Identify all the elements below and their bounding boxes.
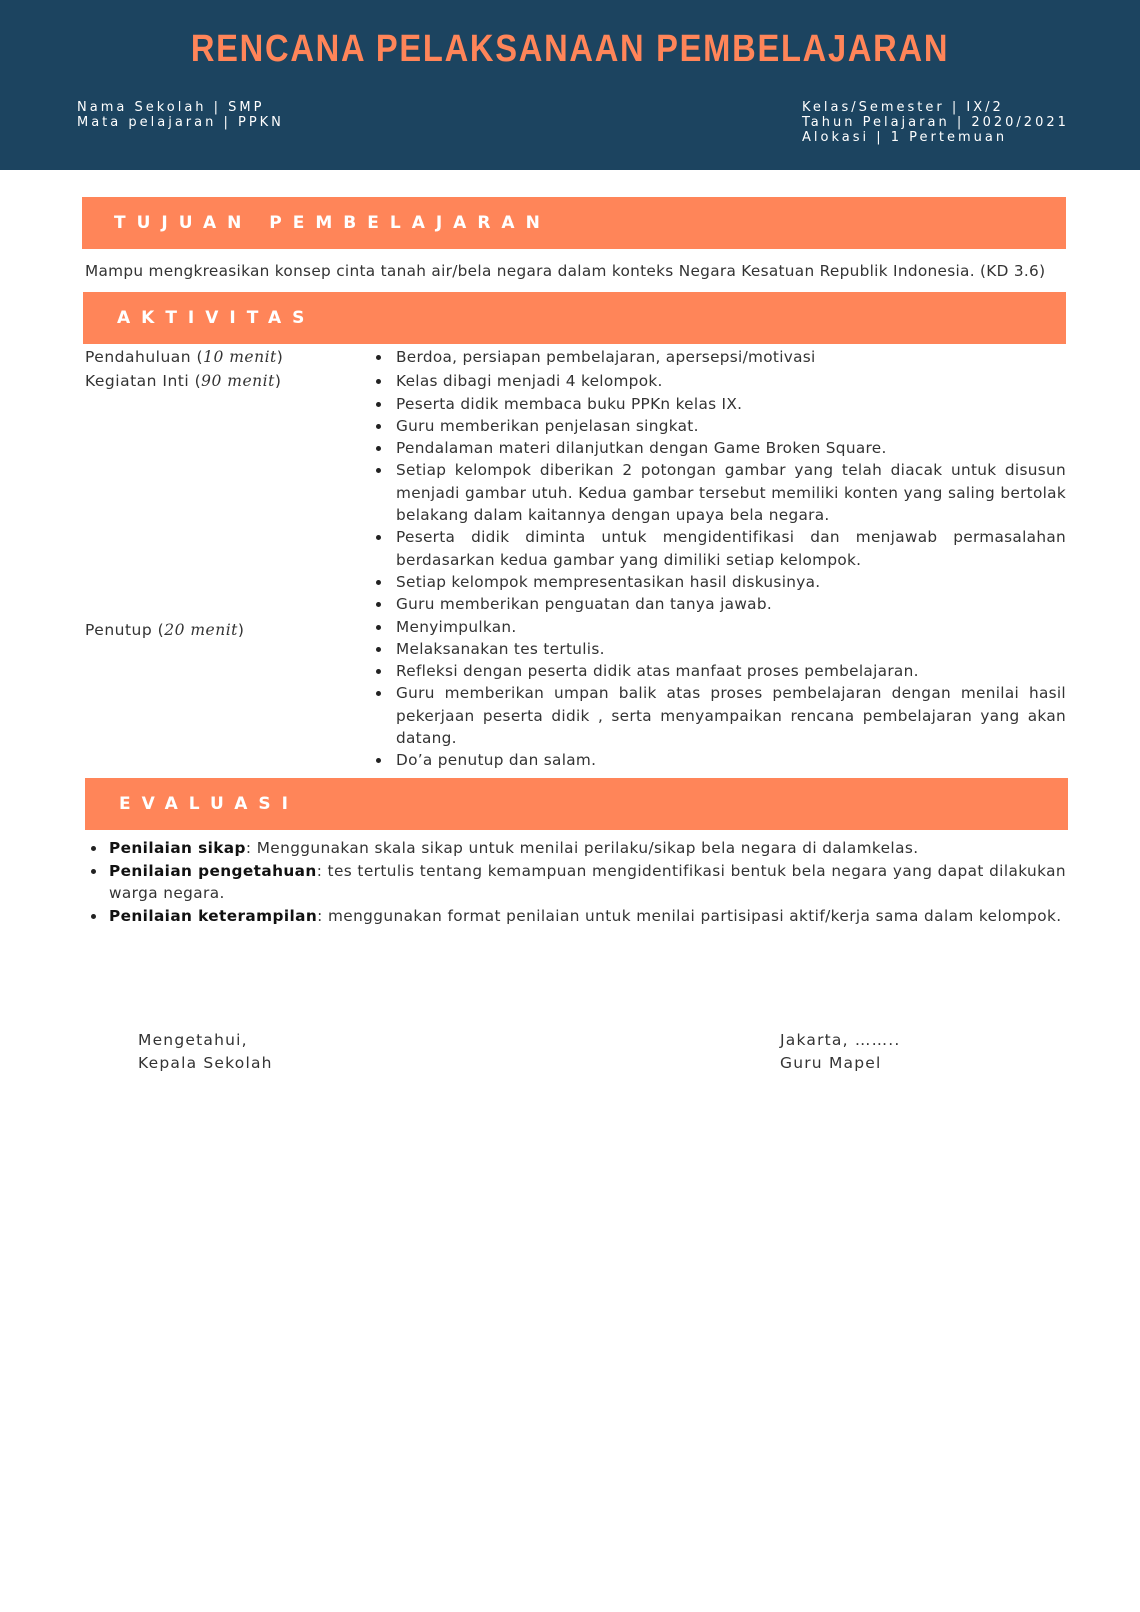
learning-objective: Mampu mengkreasikan konsep cinta tanah air/bela negara dalam konteks Negara Kesatuan Republik Indonesia. (KD 3.6) — [85, 262, 1046, 280]
evaluation-term: Penilaian sikap — [109, 839, 246, 857]
school-year: Tahun Pelajaran | 2020/2021 — [802, 115, 1069, 130]
time-allocation: Alokasi | 1 Pertemuan — [802, 130, 1008, 145]
section-heading-aktivitas: AKTIVITAS — [83, 292, 1066, 344]
evaluation-term: Penilaian pengetahuan — [109, 861, 317, 880]
activity-item: Guru memberikan penguatan dan tanya jawab. — [396, 593, 1066, 615]
evaluation-term: Penilaian keterampilan — [109, 906, 318, 925]
document-title: RENCANA PELAKSANAAN PEMBELAJARAN — [190, 28, 950, 70]
school-name: Nama Sekolah | SMP — [77, 100, 265, 115]
class-info — [802, 100, 1069, 145]
activity-item: Setiap kelompok mempresentasikan hasil diskusinya. — [396, 571, 1066, 593]
header-banner — [0, 0, 1140, 170]
signature-principal: Mengetahui, Kepala Sekolah — [138, 1031, 273, 1072]
class-semester: Kelas/Semester | IX/2 — [802, 100, 1004, 115]
evaluation-item: Penilaian pengetahuan: tes tertulis tentang kemampuan mengidentifikasi bentuk bela negara yang dapat dilakukan warga negara. — [109, 860, 1066, 905]
phase-kegiatan-inti: Kegiatan Inti (90 menit) — [85, 372, 282, 390]
activity-item: Peserta didik diminta untuk mengidentifikasi dan menjawab permasalahan berdasarkan kedua gambar yang dimiliki setiap kelompok. — [396, 526, 1066, 571]
activity-item: Kelas dibagi menjadi 4 kelompok. — [396, 370, 1066, 392]
activity-list — [396, 346, 1066, 772]
evaluation-item: Penilaian keterampilan: menggunakan format penilaian untuk menilai partisipasi aktif/kerja sama dalam kelompok. — [109, 905, 1066, 928]
school-info — [77, 100, 284, 130]
activity-item: Setiap kelompok diberikan 2 potongan gambar yang telah diacak untuk disusun menjadi gambar utuh. Kedua gambar tersebut memiliki konten yang saling bertolak belakang dalam kaitannya dengan upaya bela negara. — [396, 459, 1066, 526]
section-heading-evaluasi: EVALUASI — [85, 778, 1068, 830]
phase-penutup: Penutup (20 menit) — [85, 621, 245, 639]
phase-pendahuluan: Pendahuluan (10 menit) — [85, 348, 284, 366]
activity-item: Melaksanakan tes tertulis. — [396, 638, 1066, 660]
activity-item: Menyimpulkan. — [396, 616, 1066, 638]
activity-item: Berdoa, persiapan pembelajaran, apersepsi/motivasi — [396, 346, 1066, 368]
signature-teacher: Jakarta, …….. Guru Mapel — [780, 1031, 901, 1072]
activity-item: Peserta didik membaca buku PPKn kelas IX. — [396, 393, 1066, 415]
activity-item: Guru memberikan penjelasan singkat. — [396, 415, 1066, 437]
activity-item: Pendalaman materi dilanjutkan dengan Game Broken Square. — [396, 437, 1066, 459]
section-heading-tujuan: TUJUAN PEMBELAJARAN — [82, 197, 1066, 249]
activity-item: Guru memberikan umpan balik atas proses pembelajaran dengan menilai hasil pekerjaan peserta didik , serta menyampaikan rencana pembelajaran yang akan datang. — [396, 682, 1066, 749]
evaluation-item: Penilaian sikap: Menggunakan skala sikap untuk menilai perilaku/sikap bela negara di dalamkelas. — [109, 837, 1066, 860]
subject-name: Mata pelajaran | PPKN — [77, 115, 284, 130]
activity-item: Refleksi dengan peserta didik atas manfaat proses pembelajaran. — [396, 660, 1066, 682]
activity-item: Do’a penutup dan salam. — [396, 749, 1066, 771]
evaluation-list — [109, 837, 1066, 927]
